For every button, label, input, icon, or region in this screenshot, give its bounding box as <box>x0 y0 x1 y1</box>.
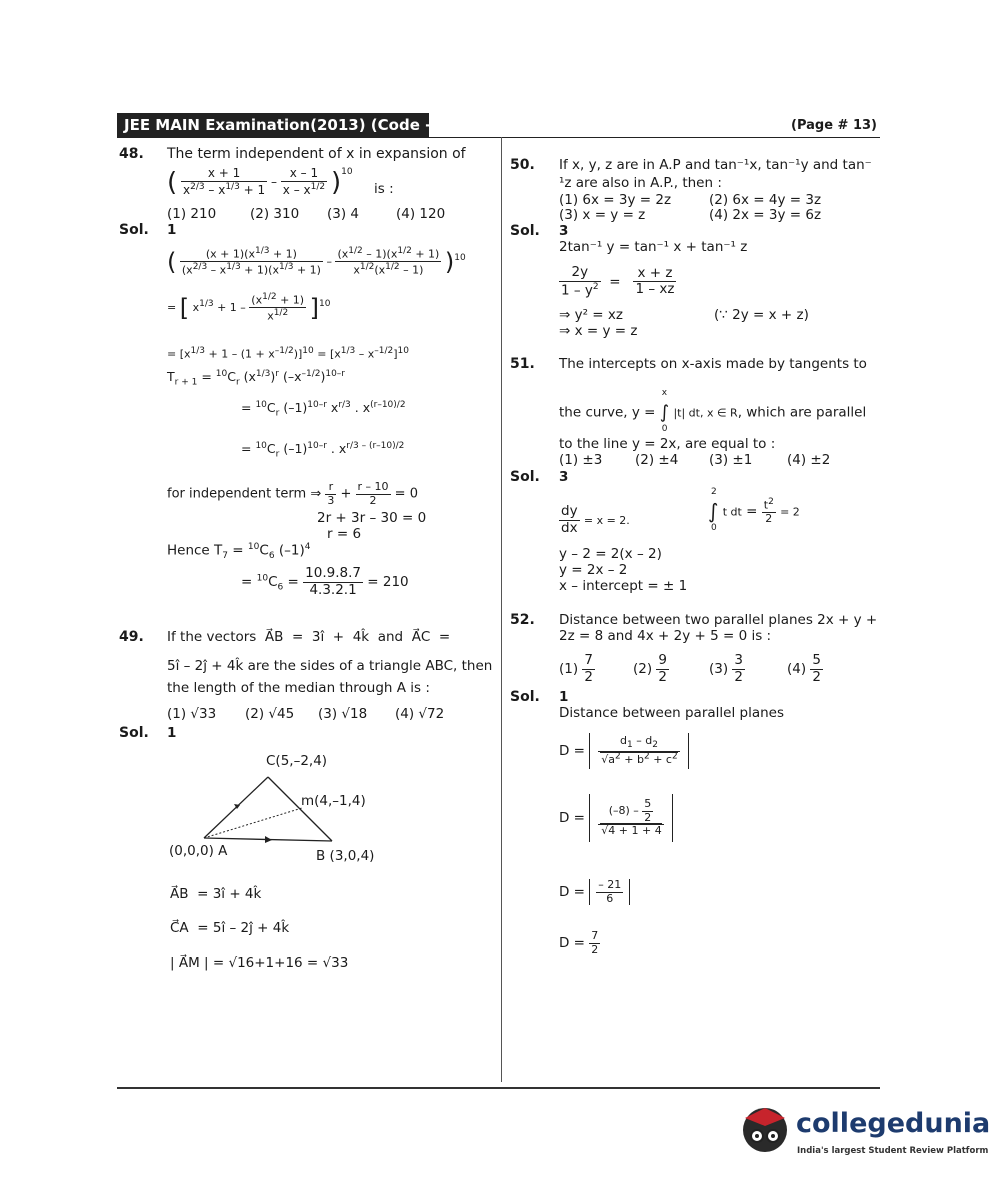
q48-step3: = $[x^{1/3} + 1 - (1 + x^{-1/2})]^{10} = [x^{1/3} - x^{-1/2}]^{10}$ <box>167 346 409 361</box>
q51-integral: ∫ 2 0 t dt = $\frac{t^2}{2}$ = 2 <box>708 487 800 534</box>
q52-number: 52. <box>510 612 535 628</box>
q49-line3: the length of the median through A is : <box>167 680 430 696</box>
q52-option-4: (4) $\frac{5}{2}$ <box>787 652 822 685</box>
q50-option-2: (2) 6x = 4y = 3z <box>709 192 822 208</box>
q52-option-3: (3) $\frac{3}{2}$ <box>709 652 744 685</box>
q48-option-4: (4) 120 <box>396 206 446 222</box>
q52-line2: 2z = 8 and 4x + 2y + 5 = 0 is : <box>559 628 772 644</box>
header-divider <box>117 137 880 138</box>
median-am <box>204 808 302 838</box>
q48-step5: = $^{10}C_r$ $(-1)^{10-r}$ . $x^{r/3 - (r-10)/2}$ <box>241 441 405 460</box>
q48-sol-label: Sol. <box>119 222 149 238</box>
q52-d4: D = $\frac{7}{2}$ <box>559 929 599 956</box>
q48-option-1: (1) 210 <box>167 206 217 222</box>
q51-eq1: y – 2 = 2(x – 2) <box>559 546 662 562</box>
q51-dydx: $\frac{dy}{dx}$ = x = 2. <box>561 503 630 536</box>
q49-option-1: (1) √33 <box>167 706 217 722</box>
q50-number: 50. <box>510 157 535 173</box>
side-ac <box>204 777 268 838</box>
q48-step4: = $^{10}C_r$ $(-1)^{10-r}$ $x^{r/3}$ . $x^{(r-10)/2}$ <box>241 400 406 419</box>
q49-option-4: (4) √72 <box>395 706 445 722</box>
q49-ab-eq: A⃗B = 3î + 4k̂ <box>170 886 262 902</box>
mascot-logo-icon <box>735 1096 795 1164</box>
q49-ca-eq: C⃗A = 5î – 2ĵ + 4k̂ <box>170 920 290 936</box>
q51-line1: The intercepts on x-axis made by tangents to <box>559 356 867 372</box>
q48-option-3: (3) 4 <box>327 206 360 222</box>
q48-final: = $^{10}C_6$ = $\frac{10.9.8.7}{4.3.2.1}$ = 210 <box>241 565 409 598</box>
q48-answer: 1 <box>167 222 177 238</box>
q50-eq2b: (∵ 2y = x + z) <box>714 307 809 323</box>
q49-sol-label: Sol. <box>119 725 149 741</box>
q51-option-3: (3) ±1 <box>709 452 753 468</box>
q49-answer: 1 <box>167 725 177 741</box>
exam-title: JEE MAIN Examination(2013) (Code - S) <box>124 116 455 134</box>
q52-sol-label: Sol. <box>510 689 540 705</box>
q51-eq3: x – intercept = ± 1 <box>559 578 688 594</box>
label-c: C(5,–2,4) <box>266 753 328 769</box>
q48-expr-tail: is : <box>374 181 394 197</box>
column-divider <box>501 137 502 1082</box>
q50-sol-label: Sol. <box>510 223 540 239</box>
q50-line2: ¹z are also in A.P., then : <box>559 175 722 191</box>
q49-number: 49. <box>119 629 144 645</box>
q51-line2: the curve, y = ∫ x 0 |t| dt, x ∈ R, which are parallel <box>559 388 867 434</box>
label-m: m(4,–1,4) <box>301 793 366 809</box>
q50-option-1: (1) 6x = 3y = 2z <box>559 192 672 208</box>
footer-divider <box>117 1087 880 1089</box>
q48-hence: Hence $T_7 = ^{10}C_6$ $(-1)^4$ <box>167 542 311 562</box>
q50-eq3: ⇒ x = y = z <box>559 323 638 339</box>
q48-expression: ( $\frac{x + 1}{x^{2/3} - x^{1/3} + 1}$ – $\frac{x - 1}{x - x^{1/2}}$ )$^{10}$ <box>167 166 353 198</box>
q50-line1: If x, y, z are in A.P and tan⁻¹x, tan⁻¹y and tan⁻ <box>559 157 872 173</box>
q50-option-3: (3) x = y = z <box>559 207 646 223</box>
q50-eq2: ⇒ y² = xz <box>559 307 623 323</box>
q52-line1: Distance between two parallel planes 2x + y + <box>559 612 878 628</box>
q51-sol-label: Sol. <box>510 469 540 485</box>
q51-option-2: (2) ±4 <box>635 452 679 468</box>
q51-eq2: y = 2x – 2 <box>559 562 628 578</box>
q49-line1: If the vectors A⃗B = 3î + 4k̂ and A⃗C = <box>167 629 451 645</box>
q52-option-2: (2) $\frac{9}{2}$ <box>633 652 668 685</box>
q48-independent: for independent term ⇒ $\frac{r}{3}$ + $\frac{r - 10}{2}$ = 0 <box>167 480 418 507</box>
q50-eq1: 2tan⁻¹ y = tan⁻¹ x + tan⁻¹ z <box>559 239 748 255</box>
q48-eq2: r = 6 <box>327 526 362 542</box>
q48-general-term: $T_{r + 1} = ^{10}C_r$ $(x^{1/3})^r$ $(-x^{-1/2})^{10-r}$ <box>167 369 346 388</box>
label-b: B (3,0,4) <box>316 848 375 864</box>
q48-option-2: (2) 310 <box>250 206 300 222</box>
q50-option-4: (4) 2x = 3y = 6z <box>709 207 822 223</box>
q48-text: The term independent of x in expansion of <box>167 146 466 162</box>
brand-tagline: India's largest Student Review Platform <box>797 1146 989 1156</box>
q49-am-eq: | A⃗M | = √16+1+16 = √33 <box>170 955 349 971</box>
q52-d1: D = $\frac{d_1 - d_2}{√a^2 + b^2 + c^2}$ <box>559 733 689 769</box>
label-a: (0,0,0) A <box>169 843 228 859</box>
q49-option-3: (3) √18 <box>318 706 368 722</box>
q52-d2: D = (–8) – $\frac{5}{2}$ √4 + 1 + 4 <box>559 794 673 842</box>
q51-line3: to the line y = 2x, are equal to : <box>559 436 776 452</box>
q49-line2: 5î – 2ĵ + 4k̂ are the sides of a triangle ABC, then <box>167 658 493 674</box>
q52-answer: 1 <box>559 689 569 705</box>
q51-option-4: (4) ±2 <box>787 452 831 468</box>
q48-number: 48. <box>119 146 144 162</box>
q51-number: 51. <box>510 356 535 372</box>
page-number: (Page # 13) <box>791 118 877 133</box>
q51-option-1: (1) ±3 <box>559 452 603 468</box>
q52-desc: Distance between parallel planes <box>559 705 784 721</box>
brand-name: collegedunia <box>796 1108 991 1139</box>
q52-option-1: (1) $\frac{7}{2}$ <box>559 652 594 685</box>
q50-eq-frac: $\frac{2y}{1 - y^2}$ = $\frac{x + z}{1 - xz}$ <box>561 264 675 299</box>
q48-eq1: 2r + 3r – 30 = 0 <box>317 510 427 526</box>
q48-step1: ( $\frac{(x + 1)(x^{1/3} + 1)}{(x^{2/3} - x^{1/3} + 1)(x^{1/3} + 1)}$ – $\frac{(x^{1/2} - 1)(x^{1/2} + 1)}{x^{1/2}(x^{1/2} - 1)}$ )$^{10}$ <box>167 246 466 277</box>
q51-answer: 3 <box>559 469 569 485</box>
q48-step2: = [ $x^{1/3} + 1$ – $\frac{(x^{1/2} + 1)}{x^{1/2}}$ ]$^{10}$ <box>167 292 331 323</box>
q52-d3: D = $\frac{- 21}{6}$ <box>559 879 630 905</box>
arrow-ab <box>265 836 272 843</box>
q50-answer: 3 <box>559 223 569 239</box>
q49-option-2: (2) √45 <box>245 706 295 722</box>
